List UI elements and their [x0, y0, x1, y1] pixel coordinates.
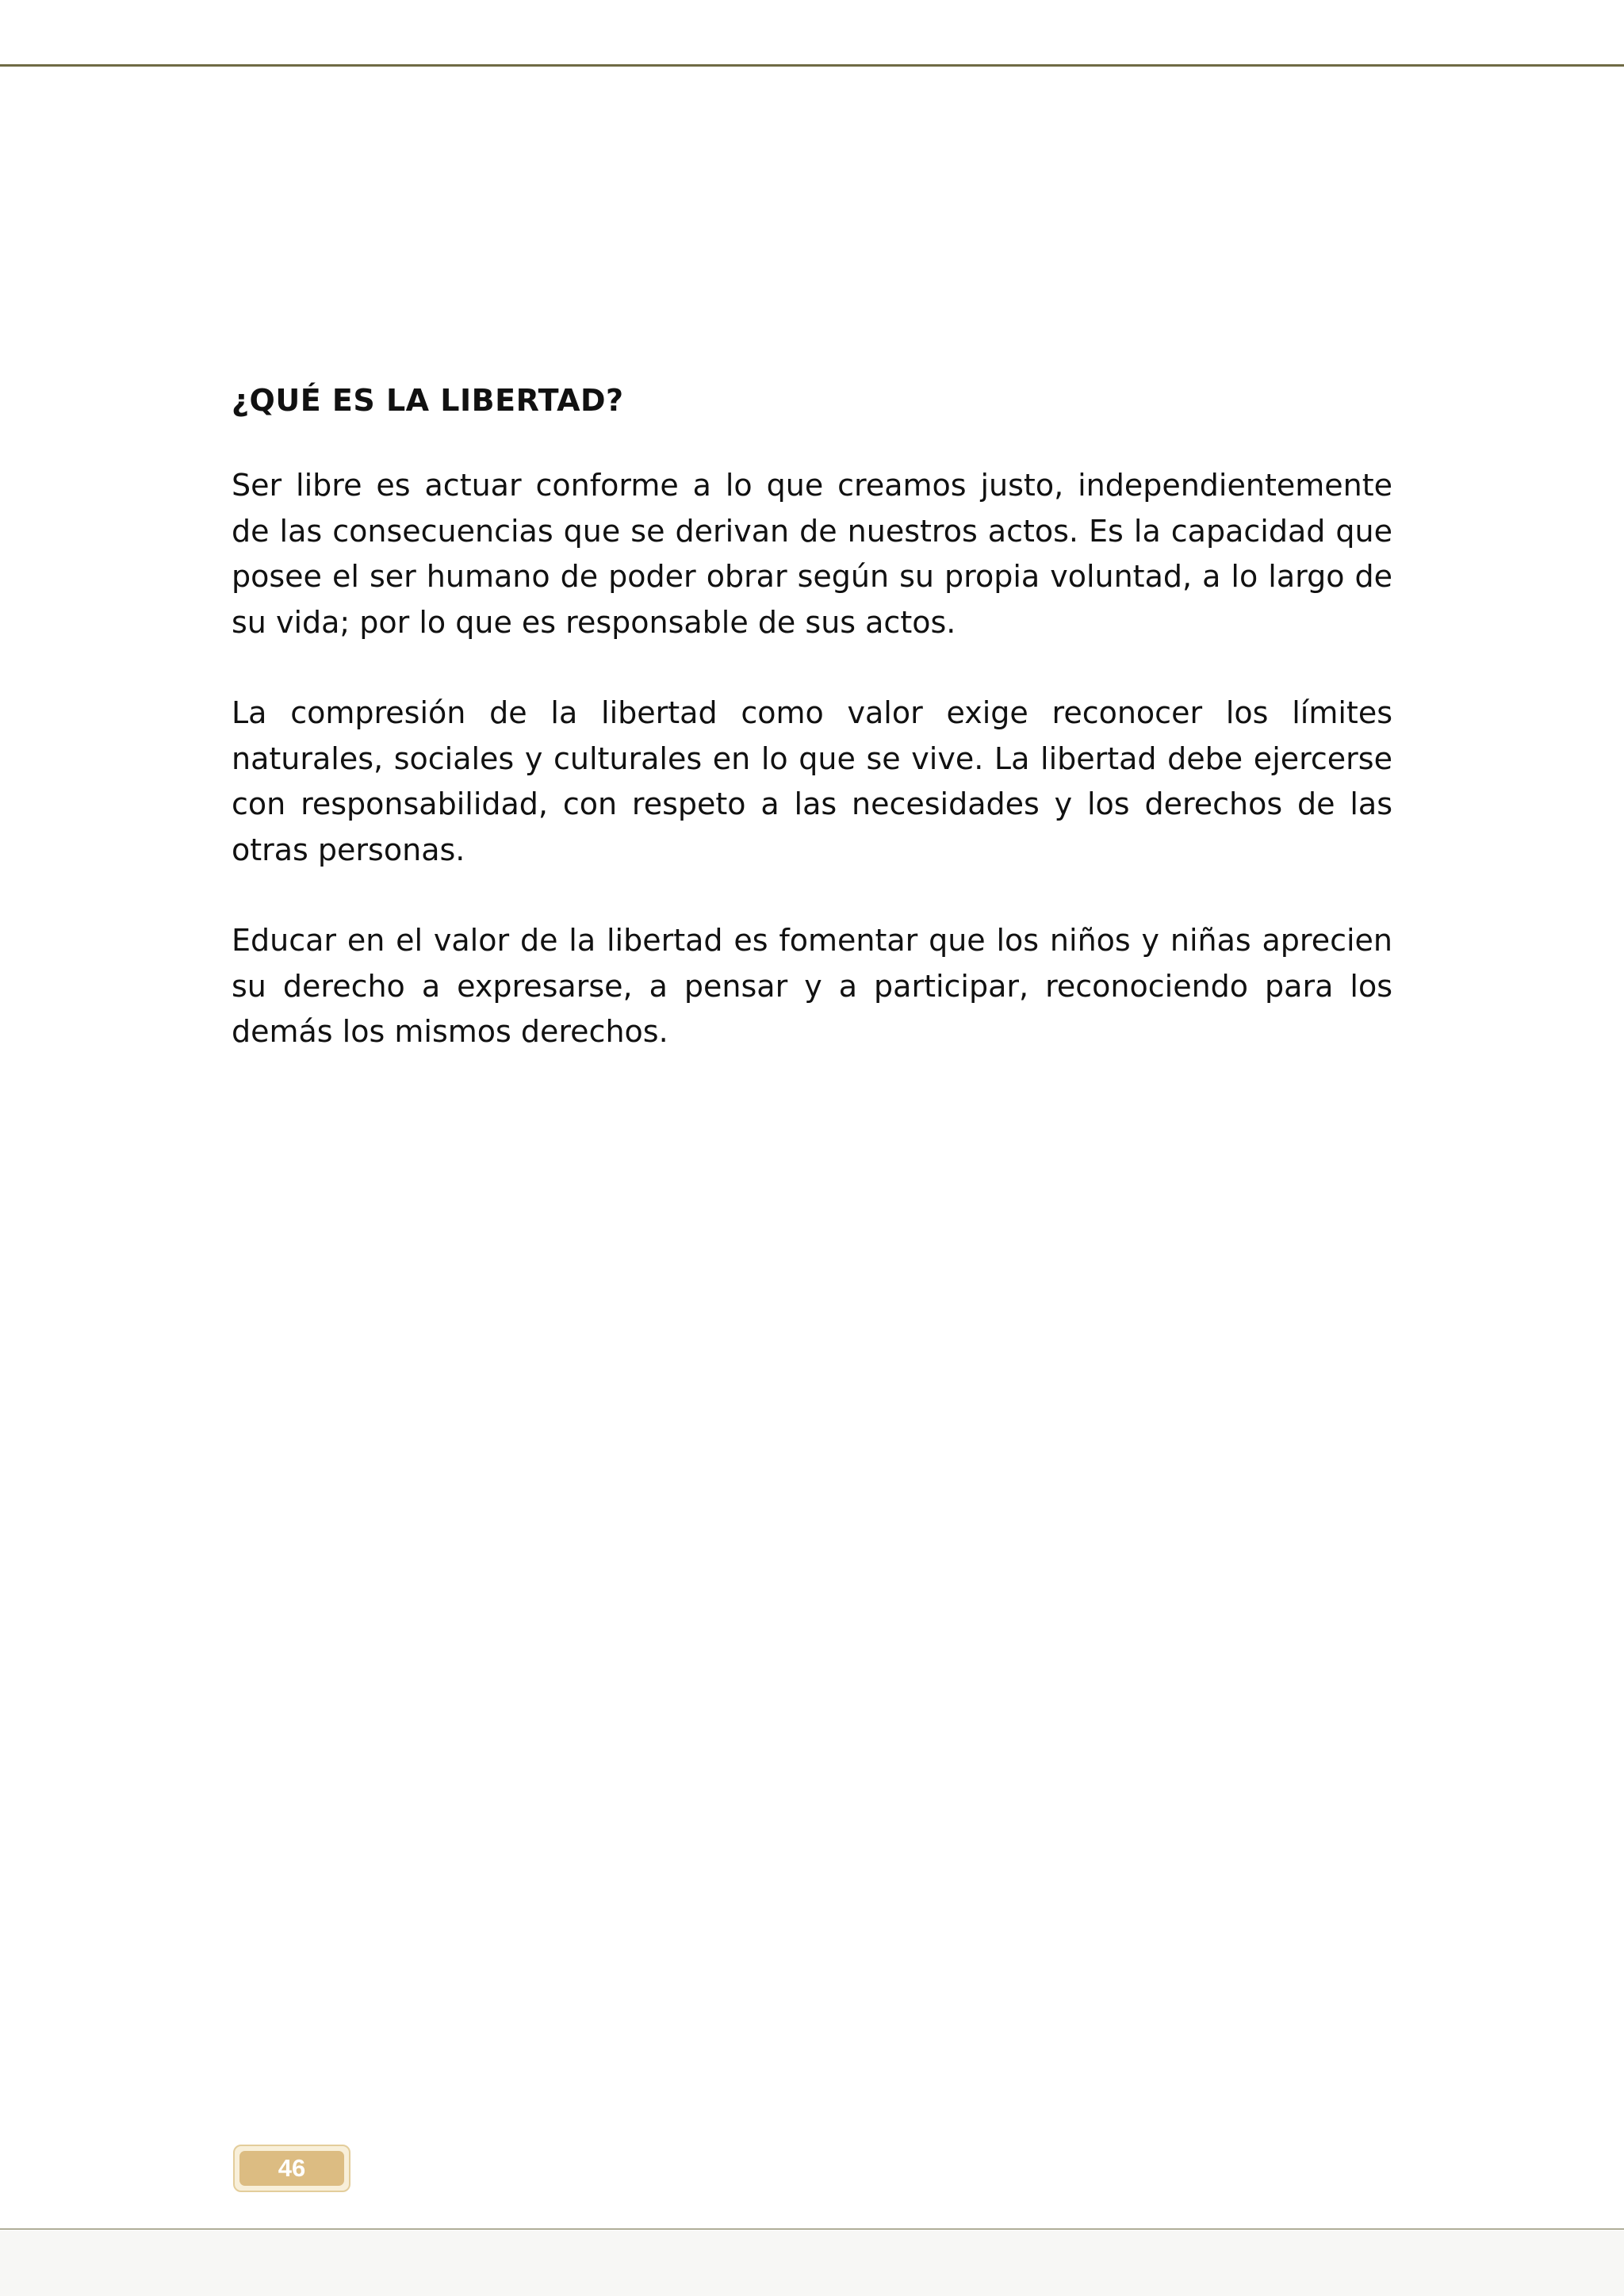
top-rule [0, 64, 1624, 67]
paragraph-understanding: La compresión de la libertad como valor exige reconocer los límites naturales, sociales y culturales en lo que se vive. La libertad debe ejercerse con responsabilidad, con respeto a las necesidades y los derechos de las otras personas. [232, 695, 1392, 867]
bottom-margin-band [0, 2229, 1624, 2296]
page-number-badge [233, 2145, 350, 2192]
paragraph-definition: Ser libre es actuar conforme a lo que creamos justo, independientemente de las consecuencias que se derivan de nuestros actos. Es la capacidad que posee el ser humano de poder obrar según su propia voluntad, a lo largo de su vida; por lo que es responsable de sus actos. [232, 468, 1392, 640]
page-number: 46 [239, 2151, 344, 2186]
document-content [232, 373, 1392, 1100]
paragraph-education: Educar en el valor de la libertad es fomentar que los niños y niñas aprecien su derecho a expresarse, a pensar y a participar, reconociendo para los demás los mismos derechos. [232, 923, 1392, 1049]
page-title: ¿QUÉ ES LA LIBERTAD? [232, 383, 624, 418]
